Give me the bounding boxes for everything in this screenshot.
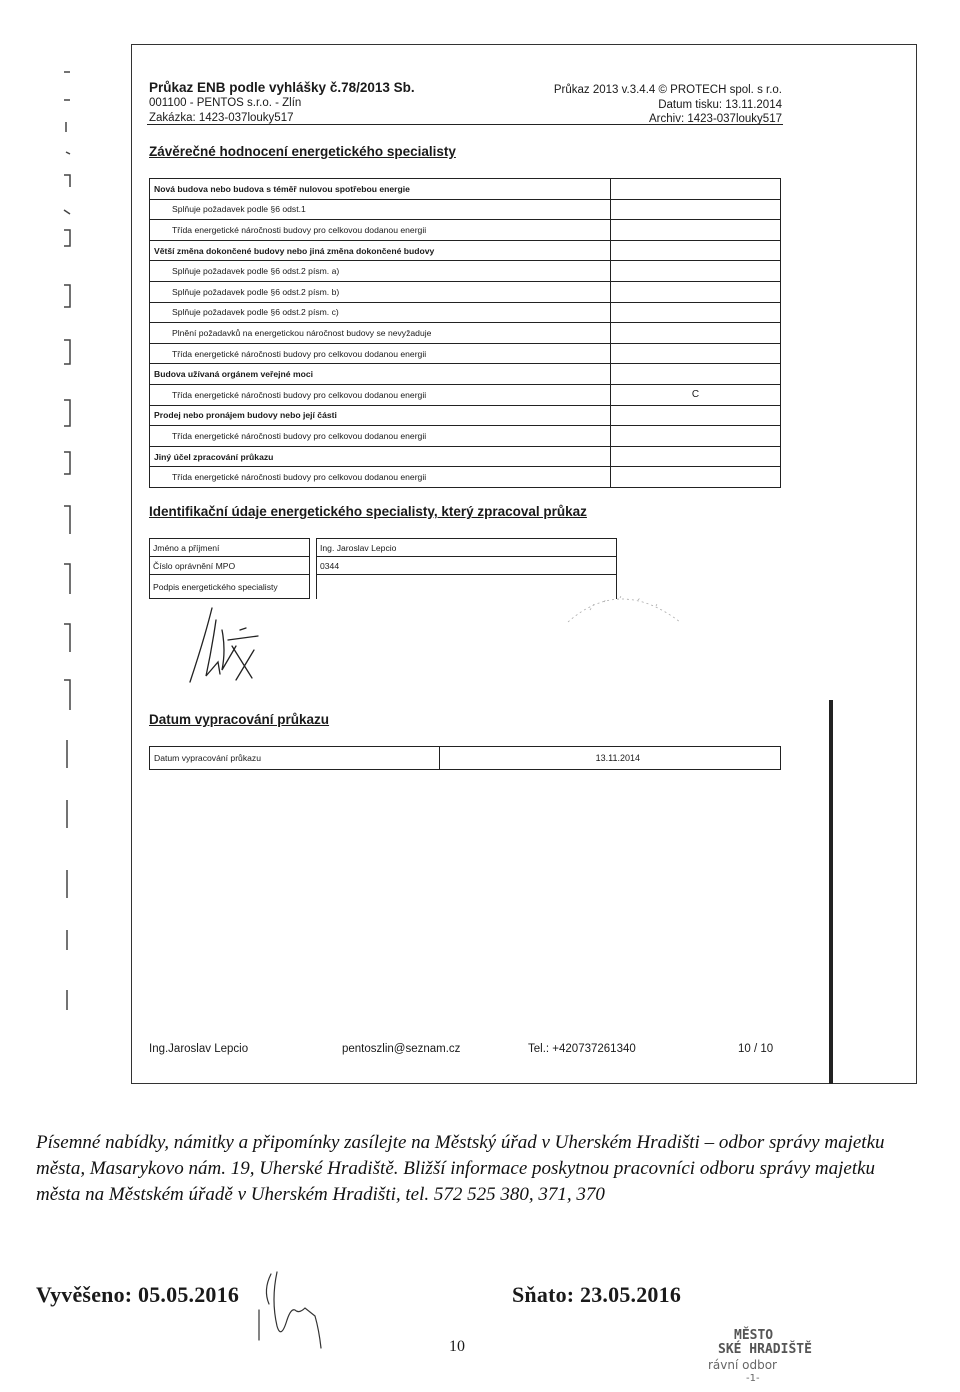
eval-row-label: Prodej nebo pronájem budovy nebo její části (150, 405, 611, 426)
faint-stamp-impression (560, 582, 690, 642)
eval-row-value (611, 405, 781, 426)
eval-row-label: Nová budova nebo budova s téměř nulovou spotřebou energie (150, 179, 611, 200)
scan-edge-shadow (829, 700, 833, 1084)
date-section-title: Datum vypracování průkazu (149, 712, 330, 727)
eval-row-value (611, 343, 781, 364)
eval-row-label: Třída energetické náročnosti budovy pro celkovou dodanou energii (150, 220, 611, 241)
eval-row-label: Třída energetické náročnosti budovy pro celkovou dodanou energii (150, 343, 611, 364)
eval-row-value (611, 426, 781, 447)
software-line: Průkaz 2013 v.3.4.4 © PROTECH spol. s r.o. (553, 84, 782, 96)
eval-row-label: Třída energetické náročnosti budovy pro celkovou dodanou energii (150, 426, 611, 447)
eval-row-value (611, 302, 781, 323)
document-header-left (149, 80, 519, 126)
final-eval-table (149, 178, 781, 488)
eval-row-label: Splňuje požadavek podle §6 odst.2 písm. b) (150, 281, 611, 302)
energy-class-value: C (611, 384, 781, 405)
eval-row-value (611, 179, 781, 200)
eval-row-value (611, 467, 781, 488)
stamp-line-2: SKÉ HRADIŠTĚ (718, 1342, 812, 1357)
archive-line: Archiv: 1423-037louky517 (649, 113, 782, 125)
eval-row-label: Větší změna dokončené budovy nebo jiná změna dokončené budovy (150, 240, 611, 261)
license-value: 0344 (317, 557, 617, 575)
header-rule (147, 124, 783, 125)
stamp-line-4: -1- (746, 1373, 760, 1384)
eval-row-label: Splňuje požadavek podle §6 odst.1 (150, 199, 611, 220)
final-eval-title: Závěrečné hodnocení energetického specialisty (149, 144, 456, 159)
company-line: 001100 - PENTOS s.r.o. - Zlín (149, 97, 302, 109)
license-label: Číslo oprávnění MPO (150, 557, 310, 575)
identification-table (149, 538, 617, 599)
eval-row-value (611, 199, 781, 220)
name-label: Jméno a příjmení (150, 539, 310, 557)
identification-title: Identifikační údaje energetického specialisty, který zpracoval průkaz (149, 504, 587, 519)
eval-row-label: Splňuje požadavek podle §6 odst.2 písm. c) (150, 302, 611, 323)
document-title: Průkaz ENB podle vyhlášky č.78/2013 Sb. (149, 80, 415, 95)
scan-binding-marks (58, 60, 78, 1020)
posted-date: Vyvěšeno: 05.05.2016 (36, 1282, 240, 1307)
name-value: Ing. Jaroslav Lepcio (317, 539, 617, 557)
specialist-signature (182, 600, 272, 690)
eval-row-value (611, 261, 781, 282)
eval-row-label: Třída energetické náročnosti budovy pro celkovou dodanou energii (150, 467, 611, 488)
eval-row-label: Plnění požadavků na energetickou náročnost budovy se nevyžaduje (150, 323, 611, 344)
page-number: 10 (449, 1338, 465, 1355)
eval-row-label: Splňuje požadavek podle §6 odst.2 písm. a) (150, 261, 611, 282)
footer-page: 10 / 10 (738, 1043, 774, 1055)
stamp-line-3: rávní odbor (708, 1358, 777, 1372)
signature-label: Podpis energetického specialisty (150, 575, 310, 599)
print-date-line: Datum tisku: 13.11.2014 (658, 98, 782, 111)
stamp-line-1: MĚSTO (734, 1328, 774, 1343)
footer-phone: Tel.: +420737261340 (528, 1043, 636, 1055)
removed-date: Sňato: 23.05.2016 (512, 1282, 682, 1307)
public-notice-text: Písemné nabídky, námitky a připomínky zasílejte na Městský úřad v Uherském Hradišti – odbor správy majetku města, Masarykovo nám. 19, Uherské Hradiště. Bližší informace poskytnou pracovníci odboru správy majetku města na Městském úřadě v Uherském Hradišti, tel. 572 525 380, 371, 370 (36, 1132, 885, 1205)
eval-row-label: Jiný účel zpracování průkazu (150, 446, 611, 467)
date-label: Datum vypracování průkazu (150, 747, 440, 770)
eval-row-value (611, 281, 781, 302)
date-table (149, 746, 781, 770)
eval-row-value (611, 240, 781, 261)
posting-initials (255, 1270, 335, 1350)
eval-row-value (611, 323, 781, 344)
order-line: Zakázka: 1423-037louky517 (149, 112, 294, 124)
eval-row-label: Třída energetické náročnosti budovy pro celkovou dodanou energii (150, 384, 611, 405)
eval-row-label: Budova užívaná orgánem veřejné moci (150, 364, 611, 385)
eval-row-value (611, 220, 781, 241)
footer-name: Ing.Jaroslav Lepcio (149, 1043, 249, 1055)
footer-email: pentoszlin@seznam.cz (342, 1043, 461, 1055)
eval-row-value (611, 446, 781, 467)
document-header-right (520, 83, 782, 127)
date-value: 13.11.2014 (440, 747, 781, 770)
eval-row-value (611, 364, 781, 385)
